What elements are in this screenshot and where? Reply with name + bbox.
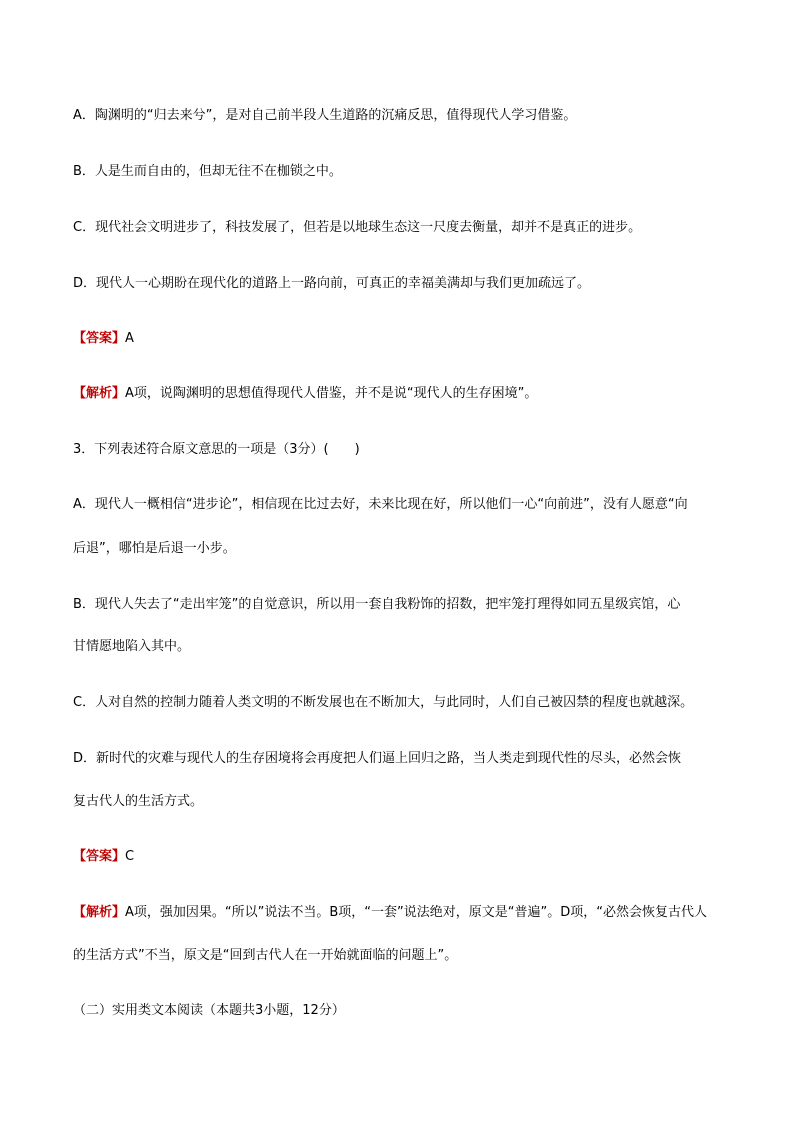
q3-analysis-line2: 的生活方式”不当，原文是“回到古代人在一开始就面临的问题上”。 xyxy=(73,948,458,963)
q2-option-a: A．陶渊明的“归去来兮”，是对自己前半段人生道路的沉痛反思，值得现代人学习借鉴。 xyxy=(73,108,577,123)
q3-option-b-line1: B．现代人失去了“走出牢笼”的自觉意识，所以用一套自我粉饰的招数，把牢笼打理得如同五星级宾馆，心 xyxy=(73,597,681,612)
q3-option-c: C．人对自然的控制力随着人类文明的不断发展也在不断加大，与此同时，人们自己被囚禁的程度也就越深。 xyxy=(73,695,694,710)
answer-tag: 【答案】 xyxy=(73,331,126,346)
q2-answer-line xyxy=(73,331,733,347)
q2-option-b: B．人是生而自由的，但却无往不在枷锁之中。 xyxy=(73,164,342,179)
q3-option-a-line1: A．现代人一概相信“进步论”，相信现在比过去好，未来比现在好，所以他们一心“向前进”，没有人愿意“向 xyxy=(73,497,688,512)
analysis-tag: 【解析】 xyxy=(73,386,126,401)
answer-value: A xyxy=(125,331,134,346)
q2-option-d: D．现代人一心期盼在现代化的道路上一路向前，可真正的幸福美满却与我们更加疏远了。 xyxy=(73,276,591,291)
q3-question: 3．下列表述符合原文意思的一项是（3分）( ) xyxy=(73,442,360,457)
q2-option-c: C．现代社会文明进步了，科技发展了，但若是以地球生态这一尺度去衡量，却并不是真正的进步。 xyxy=(73,220,642,235)
q3-option-a-line2: 后退”，哪怕是后退一小步。 xyxy=(73,541,236,556)
q3-option-d-line2: 复古代人的生活方式。 xyxy=(73,794,204,809)
analysis-text: A项，说陶渊明的思想值得现代人借鉴，并不是说“现代人的生存困境”。 xyxy=(125,386,538,401)
analysis-text: A项，强加因果。“所以”说法不当。B项，“一套”说法绝对，原文是“普遍”。D项，“必然会恢复古代人 xyxy=(125,905,707,920)
q3-answer-line xyxy=(73,849,733,865)
q3-option-d-line1: D．新时代的灾难与现代人的生存困境将会再度把人们逼上回归之路，当人类走到现代性的尽头，必然会恢 xyxy=(73,751,682,766)
answer-value: C xyxy=(125,849,135,864)
q3-option-b-line2: 甘情愿地陷入其中。 xyxy=(73,639,191,654)
analysis-tag: 【解析】 xyxy=(73,905,126,920)
section-heading: （二）实用类文本阅读（本题共3小题，12分） xyxy=(73,1003,345,1018)
q3-analysis-line1 xyxy=(73,905,733,921)
q2-analysis-line xyxy=(73,386,733,402)
answer-tag: 【答案】 xyxy=(73,849,126,864)
